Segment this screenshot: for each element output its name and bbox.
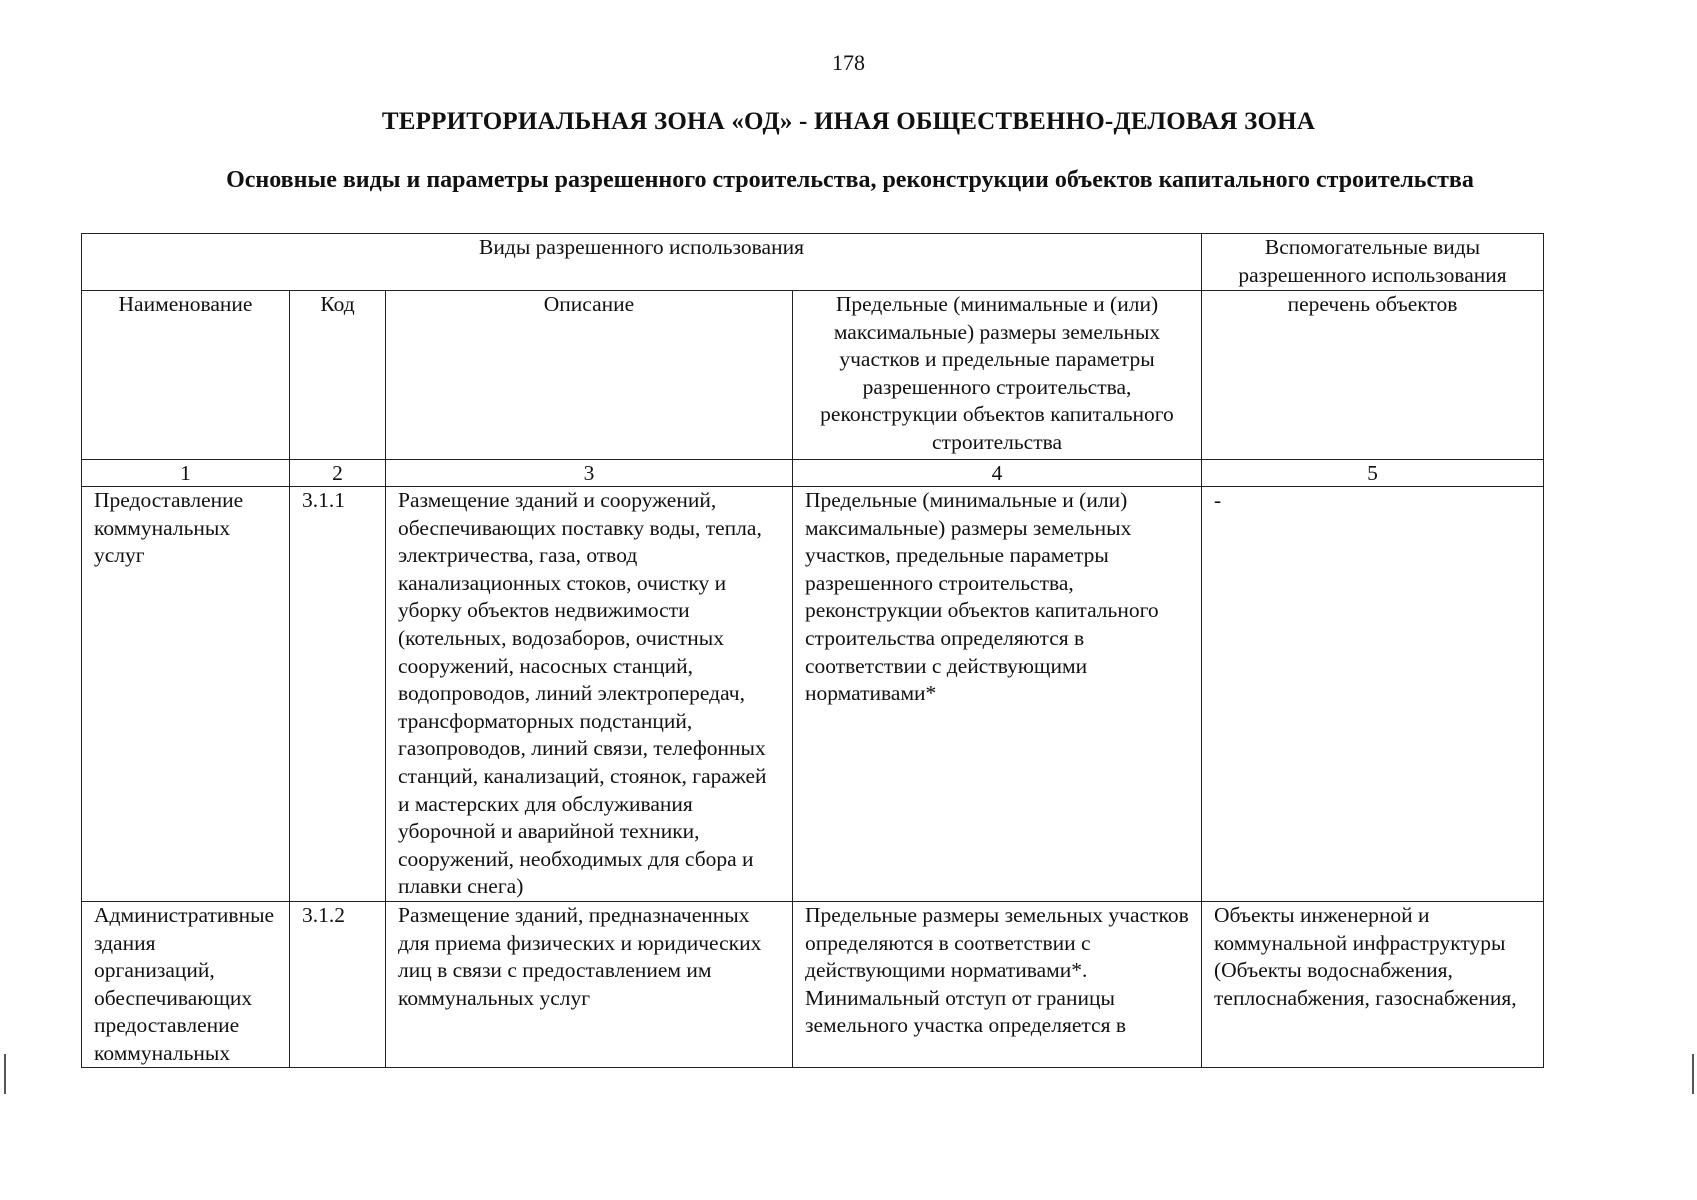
column-number-3: 3 (386, 460, 793, 487)
column-header-row (82, 291, 1544, 460)
row-parameters-cell: Предельные (минимальные и (или) максимальные) размеры земельных участков, предельные параметры разрешенного строительства, реконструкции объектов капитального строительства определяются в соответствии с действующими нормативами* (793, 487, 1202, 902)
row-code-text: 3.1.2 (302, 902, 345, 927)
page-number: 178 (832, 50, 865, 75)
column-header-objects: перечень объектов (1202, 291, 1544, 460)
group-header-aux: Вспомогательные виды разрешенного использования (1202, 234, 1544, 291)
row-description-text: Размещение зданий, предназначенных для приема физических и юридических лиц в связи с предоставлением им коммунальных услуг (398, 902, 762, 1010)
row-name-text: Административные здания организаций, обеспечивающих предоставление коммунальных (94, 902, 275, 1065)
column-number-1: 1 (82, 460, 290, 487)
column-number-4: 4 (793, 460, 1202, 487)
scan-edge-mark-right (1692, 1054, 1694, 1094)
column-header-code: Код (290, 291, 386, 460)
column-header-description: Описание (386, 291, 793, 460)
group-header-row (82, 234, 1544, 291)
row-description-cell (386, 901, 793, 1067)
permitted-use-table (81, 233, 1544, 1068)
row-name-cell: Предоставление коммунальных услуг (82, 487, 290, 902)
table-row (82, 487, 1544, 902)
row-code-cell (290, 901, 386, 1067)
column-header-name: Наименование (82, 291, 290, 460)
row-auxiliary-cell (1202, 901, 1544, 1067)
row-code-cell: 3.1.1 (290, 487, 386, 902)
row-name-cell (82, 901, 290, 1067)
zone-title: ТЕРРИТОРИАЛЬНАЯ ЗОНА «ОД» - ИНАЯ ОБЩЕСТВЕННО-ДЕЛОВАЯ ЗОНА (381, 108, 1316, 135)
table-row (82, 901, 1544, 1067)
column-header-parameters: Предельные (минимальные и (или) максимальные) размеры земельных участков и предельные параметры разрешенного строительства, реконструкции объектов капитального строительства (793, 291, 1202, 460)
row-auxiliary-cell: - (1202, 487, 1544, 902)
column-number-row (82, 460, 1544, 487)
group-header-main: Виды разрешенного использования (82, 234, 1202, 291)
row-parameters-cell (793, 901, 1202, 1067)
column-number-5: 5 (1202, 460, 1544, 487)
section-subtitle: Основные виды и параметры разрешенного строительства, реконструкции объектов капитального строительства (226, 167, 1474, 193)
row-parameters-text: Предельные размеры земельных участков определяются в соответствии с действующими нормативами*. Минимальный отступ от границы земельного участка определяется в (805, 902, 1189, 1038)
row-description-cell: Размещение зданий и сооружений, обеспечивающих поставку воды, тепла, электричества, газа, отвод канализационных стоков, очистку и уборку объектов недвижимости (котельных, водозаборов, очистных сооружений, насосных станций, водопроводов, линий электропередач, трансформаторных подстанций, газопроводов, линий связи, телефонных станций, канализаций, стоянок, гаражей и мастерских для обслуживания уборочной и аварийной техники, сооружений, необходимых для сбора и плавки снега) (386, 487, 793, 902)
column-number-2: 2 (290, 460, 386, 487)
scan-edge-mark-left (4, 1054, 6, 1094)
row-auxiliary-text: Объекты инженерной и коммунальной инфраструктуры (Объекты водоснабжения, теплоснабжения, газоснабжения, (1214, 902, 1517, 1010)
